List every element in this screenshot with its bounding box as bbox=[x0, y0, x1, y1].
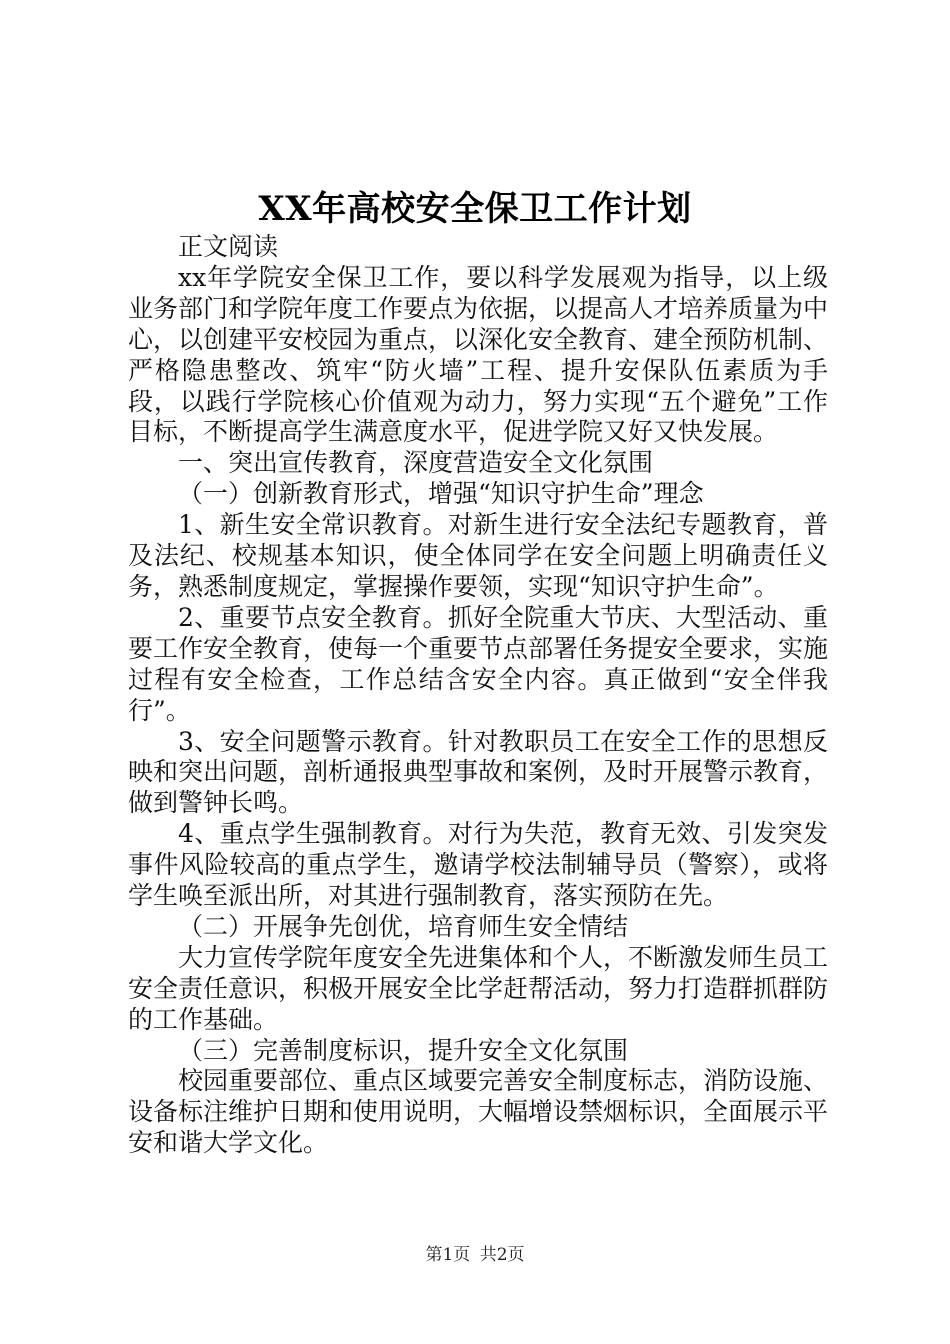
paragraph-summary: xx年学院安全保卫工作，要以科学发展观为指导，以上级业务部门和学院年度工作要点为依据，以提高人才培养质量为中心，以创建平安校园为重点，以深化安全教育、建全预防机制、严格隐患整改、筑牢“防火墙”工程、提升安保队伍素质为手段，以践行学院核心价值观为动力，努力实现“五个避免”工作目标，不断提高学生满意度水平，促进学院又好又快发展。 bbox=[128, 262, 829, 447]
subsection-heading-1: （一）创新教育形式，增强“知识守护生命”理念 bbox=[178, 479, 704, 509]
subsection-heading-2: （二）开展争先创优，培育师生安全情结 bbox=[178, 911, 629, 941]
section-heading-1: 一、突出宣传教育，深度营造安全文化氛围 bbox=[178, 448, 654, 478]
subsection-heading-3: （三）完善制度标识，提升安全文化氛围 bbox=[178, 1035, 629, 1065]
paragraph-item-2: 2、重要节点安全教育。抓好全院重大节庆、大型活动、重要工作安全教育，使每一个重要节点部署任务提安全要求，实施过程有安全检查，工作总结含安全内容。真正做到“安全伴我行”。 bbox=[128, 602, 829, 725]
paragraph-item-3: 3、安全问题警示教育。针对教职员工在安全工作的思想反映和突出问题，剖析通报典型事故和案例，及时开展警示教育，做到警钟长鸣。 bbox=[128, 726, 829, 818]
paragraph-subsection-2: 大力宣传学院年度安全先进集体和个人，不断激发师生员工安全责任意识，积极开展安全比学赶帮活动，努力打造群抓群防的工作基础。 bbox=[128, 942, 829, 1034]
page-number: 第1页 bbox=[425, 1245, 471, 1265]
paragraph-item-1: 1、新生安全常识教育。对新生进行安全法纪专题教育，普及法纪、校规基本知识，使全体同学在安全问题上明确责任义务，熟悉制度规定，掌握操作要领，实现“知识守护生命”。 bbox=[128, 510, 828, 601]
page-total: 共2页 bbox=[479, 1245, 525, 1265]
document-body bbox=[128, 232, 828, 1159]
document-title: XX年高校安全保卫工作计划 bbox=[258, 189, 692, 229]
paragraph-item-4: 4、重点学生强制教育。对行为失范，教育无效、引发突发事件风险较高的重点学生，邀请学校法制辅导员（警察），或将学生唤至派出所，对其进行强制教育，落实预防在先。 bbox=[128, 819, 828, 911]
paragraph-subsection-3: 校园重要部位、重点区域要完善安全制度标志，消防设施、设备标注维护日期和使用说明，大幅增设禁烟标识，全面展示平安和谐大学文化。 bbox=[128, 1066, 829, 1158]
paragraph-intro-label: 正文阅读 bbox=[178, 232, 279, 261]
page-footer bbox=[0, 1240, 950, 1265]
